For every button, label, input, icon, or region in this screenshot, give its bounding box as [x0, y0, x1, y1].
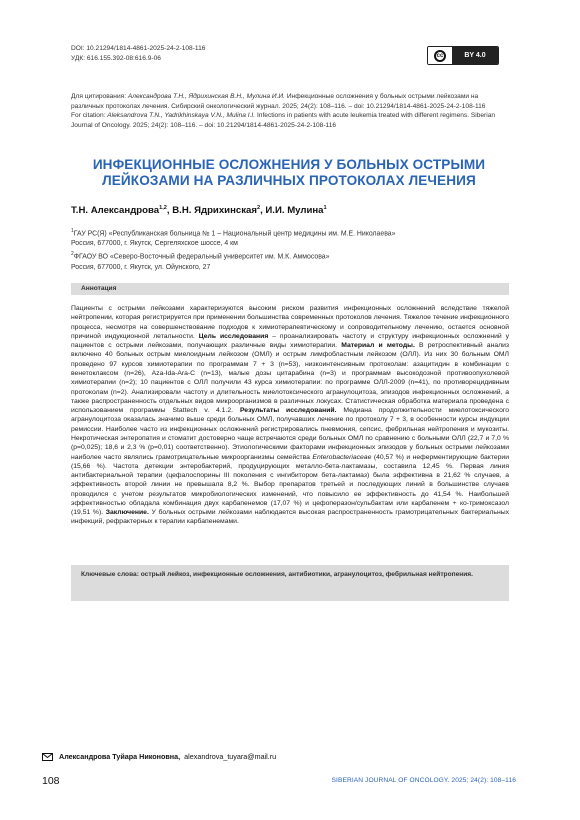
corresponding-author-name: Александрова Туйара Никоновна, — [59, 752, 181, 761]
affil-1-address: Россия, 677000, г. Якутск, Сергеляхское шоссе, 4 км — [71, 240, 238, 248]
author-2-sup: 2 — [256, 205, 261, 211]
title-line-1: ИНФЕКЦИОННЫЕ ОСЛОЖНЕНИЯ У БОЛЬНЫХ ОСТРЫМИ — [92, 157, 486, 172]
citation-block — [71, 92, 509, 131]
author-3: И.И. Мулина — [265, 205, 324, 217]
citation-en-prefix: For citation: — [71, 112, 108, 120]
citation-ru-prefix: Для цитирования: — [71, 93, 128, 100]
correspondence-line — [42, 752, 276, 761]
keywords-box — [71, 565, 509, 601]
affil-2-address: Россия, 677000, г. Якутск, ул. Ойунского, 27 — [71, 263, 211, 271]
keywords-text: острый лейкоз, инфекционные осложнения, антибиотики, агранулоцитоз, фебрильная нейтропения. — [138, 571, 473, 578]
doi-block — [71, 44, 205, 64]
envelope-icon — [42, 753, 53, 761]
author-1: Т.Н. Александрова — [71, 205, 160, 217]
author-2: В.Н. Ядрихинская — [172, 205, 257, 217]
affil-1-name: ГАУ РС(Я) «Республиканская больница № 1 – Национальный центр медицины им. М.Е. Николаева» — [73, 230, 396, 238]
abstract-aim-label: Цель исследования — [198, 332, 269, 340]
citation-ru-authors: Александрова Т.Н., Ядрихинская В.Н., Мулина И.И. — [127, 93, 285, 100]
doi-text[interactable]: DOI: 10.21294/1814-4861-2025-24-2-108-116 — [71, 45, 206, 52]
author-3-sup: 1 — [323, 205, 327, 211]
citation-ru-rest: Инфекционные осложнения у больных острыми лейкозами на различных протоколах лечения. Сибирский онкологический журнал. 2025; 24(2): 108–116. – doi: 10.21294/1814-4861-2025-24-2-108-116 — [71, 93, 486, 110]
udk-text: УДК: 616.155.392-08:616.9-06 — [71, 55, 161, 62]
journal-footer: SIBERIAN JOURNAL OF ONCOLOGY. 2025; 24(2): 108–116 — [331, 777, 516, 784]
abstract-aim: – проанализировать частоту и структуру инфекционных осложнений у пациентов с острыми лейкозами, получающих различные виды химиотерапии. — [71, 332, 510, 350]
cc-logo-icon: cc — [428, 47, 452, 64]
abstract-entero: Enterobacteriaceae — [312, 453, 372, 461]
article-title — [60, 157, 518, 189]
citation-en-authors: Aleksandrova T.N., Yadrikhinskaya V.N., Mulina I.I. — [107, 112, 256, 120]
affiliations-block — [71, 226, 511, 273]
abstract-results-cont: (40,57 %) и неферментирующие бактерии (15,66 %). Частота детекции энтеробактерий, продуцирующих металло-бета-лактамазы, составила 12,45 %. Первая линия антибактериальной терапии (цефалоспорины III поколения с ингибитором бета-лактамаз) была эффективна в 21,62 % случаев, а эффективность второй линии не превышала 8,2 %. Выбор препаратов третьей и последующих линий в большинстве случаев проводился с учетом результатов микробиологических изменений, что повысило ее эффективность до 41,54 %. Наибольшей эффективностью обладала комбинация двух карбапенемов (17,07 %) и цефоперазон/сульбактам или карбапенем + ко-тримоксазол (19,51 %). — [71, 453, 509, 517]
affil-1-sup: 1 — [71, 228, 74, 234]
abstract-methods-label: Материал и методы. — [341, 342, 415, 350]
license-label: BY 4.0 — [452, 47, 498, 64]
page-number: 108 — [42, 775, 60, 787]
license-badge[interactable] — [427, 46, 499, 65]
abstract-results: Медиана продолжительности миелотоксического агранулоцитоза оказалась значимо выше среди больных ОМЛ, получавших лечение по протоколу 7 + 3, в особенности курсы индукции ремиссии. Наиболее часто из инфекционных осложнений регистрировались пневмония, сепсис, фебрильная нейтропения и мукозиты. Некротическая энтеропатия и стоматит достоверно чаще встречаются среди больных ОМЛ по сравнению с больными ОЛЛ (22,7 и 7,0 % (p=0,025); 18,6 и 2,3 % (p=0,01) соответственно). Этиологическими факторами инфекционных эпизодов у больных острыми лейкозами наиболее часто являлись грамотрицательные микроорганизмы семейства — [71, 407, 509, 461]
keywords-label: Ключевые слова: — [81, 571, 139, 578]
abstract-intro: Пациенты с острыми лейкозами характеризуются высоким риском развития инфекционных осложнений вследствие тяжелой нейтропении, которая регистрируется при применении большинства современных протоколов лечения. Тяжелое течение инфекционного процесса, несмотря на совершенствование подходов к химиотерапевтическому и сопроводительному лечению, остается основной причиной индукционной летальности. — [71, 305, 509, 340]
citation-en-rest: Infections in patients with acute leukemia treated with different regimens. Siberian Journal of Oncology. 2025; 24(2): 108–116. – doi: 10.21294/1814-4861-2025-24-2-108-116 — [71, 112, 496, 130]
abstract-methods: В ретроспективный анализ включено 40 больных острым миелоидным лейкозом (ОМЛ) и острым лимфобластным лейкозом (ОЛЛ). Из них 30 больным ОМЛ проведено 97 курсов химиотерапии по программам 7 + 3 (n=53), низкоинтенсивным протоколам: азацитидин в комбинации с венетоклаксом (n=26), Aza-Ida-Ara-C (n=13), малые дозы цитарабина (n=3) и программам высокодозной противоопухолевой химиотерапии (n=2); 10 пациентов с ОЛЛ получили 43 курса химиотерапии: по программе ОЛЛ-2009 (n=41), по противорецидивным протоколам (n=2). Анализировали частоту и длительность миелотоксического агранулоцитоза, эпизодов инфекционных осложнений, а также распространенность отдельных видов микроорганизмов в различных локусах. Статистическая обработка материала проведена с использованием программы Stattech v. 4.1.2. — [71, 342, 509, 415]
abstract-results-label: Результаты исследований. — [239, 407, 337, 415]
authors-line: Т.Н. Александрова$^{1,2}$, В.Н. Ядрихинская$^2$, И.И. Мулина$^1$ — [71, 205, 327, 217]
abstract-conclusion-label: Заключение. — [105, 509, 149, 517]
abstract-conclusion: У больных острыми лейкозами наблюдается высокая распространенность грамотрицательных бактериальных инфекций, рефрактерных к терапии карбапенемами. — [71, 509, 509, 526]
affil-2-name: ФГАОУ ВО «Северо-Восточный федеральный университет им. М.К. Аммосова» — [73, 253, 330, 261]
title-line-2: ЛЕЙКОЗАМИ НА РАЗЛИЧНЫХ ПРОТОКОЛАХ ЛЕЧЕНИЯ — [102, 173, 476, 188]
abstract-text — [71, 304, 509, 527]
corresponding-email[interactable]: alexandrova_tuyara@mail.ru — [184, 752, 277, 761]
annotation-heading: Аннотация — [71, 283, 509, 295]
affil-2-sup: 2 — [71, 251, 74, 258]
author-1-sup: 1,2 — [159, 205, 167, 211]
